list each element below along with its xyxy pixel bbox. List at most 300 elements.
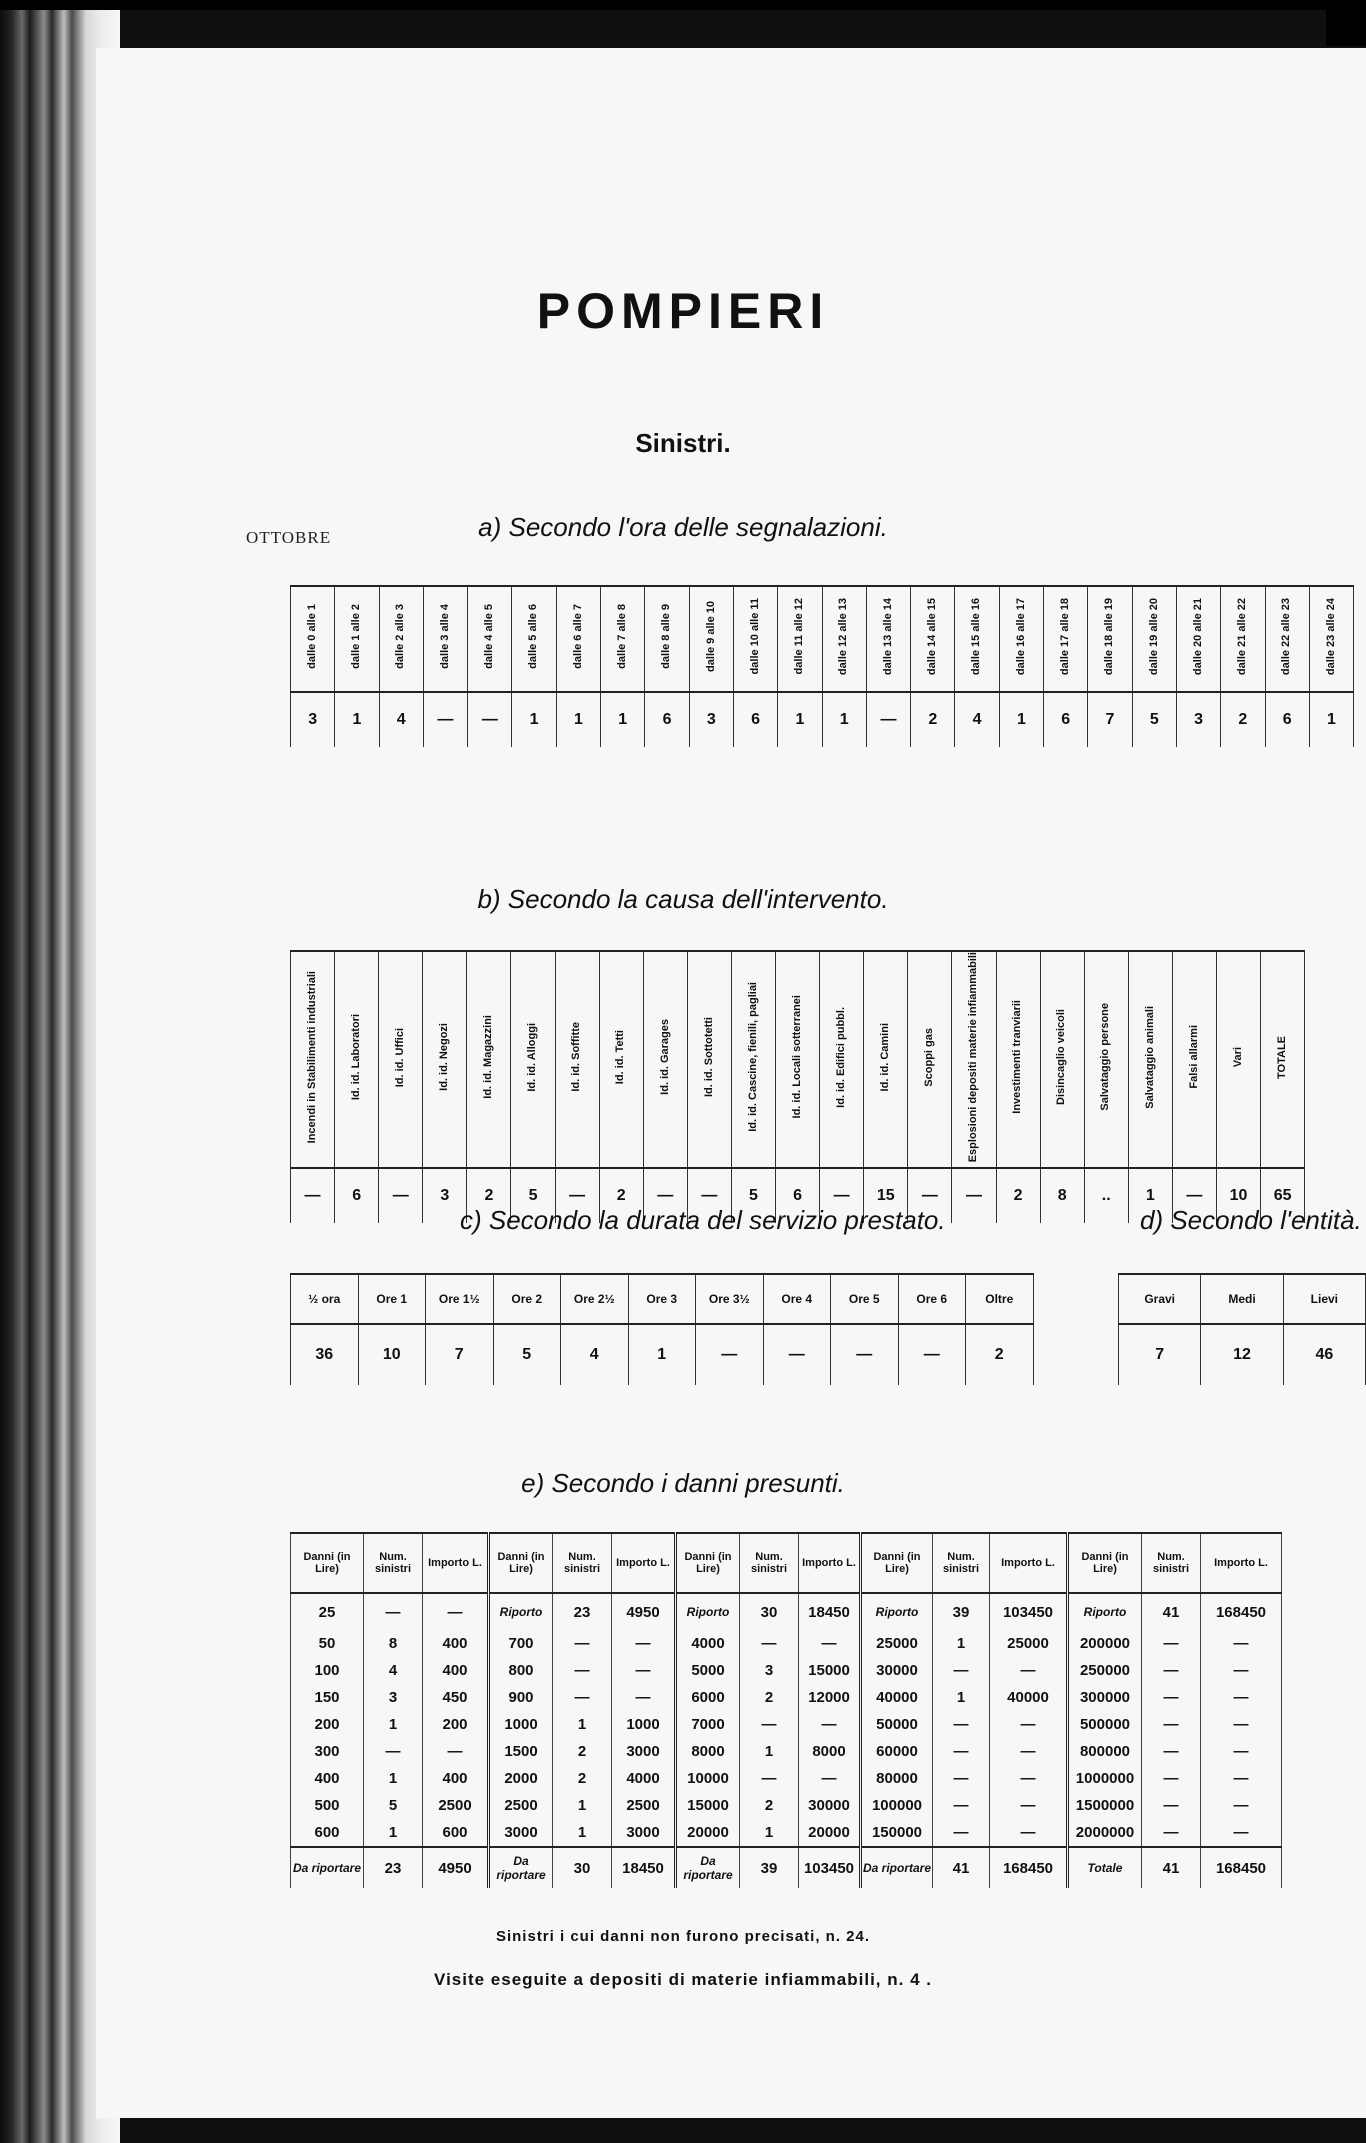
damages-cell: 50 bbox=[291, 1630, 364, 1657]
cause-header-label: Id. id. Laboratori bbox=[349, 1014, 362, 1101]
cause-header-cell bbox=[511, 951, 555, 1168]
hour-header-cell bbox=[911, 586, 955, 692]
damages-cell: — bbox=[933, 1792, 990, 1819]
damages-cell: — bbox=[1201, 1684, 1282, 1711]
hour-header-cell bbox=[955, 586, 999, 692]
damages-cell: 1 bbox=[364, 1765, 423, 1792]
damages-cell: 4 bbox=[364, 1657, 423, 1684]
damages-cell: — bbox=[990, 1657, 1068, 1684]
damages-total-cell: 41 bbox=[1142, 1847, 1201, 1888]
hour-value-cell: 3 bbox=[689, 692, 733, 747]
hour-header-label: dalle 19 alle 20 bbox=[1147, 597, 1160, 676]
hour-value-cell: 6 bbox=[733, 692, 777, 747]
hour-header-cell bbox=[556, 586, 600, 692]
damages-cell: — bbox=[933, 1711, 990, 1738]
damages-total-cell: Totale bbox=[1068, 1847, 1142, 1888]
damages-cell: — bbox=[933, 1819, 990, 1847]
damages-header-cell: Danni (in Lire) bbox=[1068, 1533, 1142, 1593]
damages-cell: 1 bbox=[553, 1792, 612, 1819]
hour-header-label: dalle 12 alle 13 bbox=[837, 597, 850, 676]
hour-header-cell bbox=[645, 586, 689, 692]
damages-cell: 250000 bbox=[1068, 1657, 1142, 1684]
damages-header-cell: Importo L. bbox=[423, 1533, 489, 1593]
hour-value-cell: 6 bbox=[645, 692, 689, 747]
cause-header-cell bbox=[1261, 951, 1305, 1168]
damages-cell: 400 bbox=[423, 1657, 489, 1684]
hour-value-cell: — bbox=[866, 692, 910, 747]
damages-cell: — bbox=[990, 1765, 1068, 1792]
hour-value-cell: 1 bbox=[512, 692, 556, 747]
cause-header-label: Id. id. Camini bbox=[878, 1022, 891, 1092]
damages-cell: 1000 bbox=[489, 1711, 553, 1738]
duration-value-cell: — bbox=[696, 1324, 764, 1385]
damages-cell: — bbox=[1201, 1792, 1282, 1819]
cause-header-label: Id. id. Magazzini bbox=[482, 1015, 495, 1099]
hour-header-label: dalle 9 alle 10 bbox=[704, 601, 717, 672]
cause-header-cell bbox=[864, 951, 908, 1168]
cause-header-cell bbox=[776, 951, 820, 1168]
severity-value-cell: 46 bbox=[1283, 1324, 1365, 1385]
section-d-title: d) Secondo l'entità. bbox=[1140, 1205, 1362, 1235]
duration-value-cell: 10 bbox=[358, 1324, 426, 1385]
damages-cell: 30000 bbox=[799, 1792, 861, 1819]
hour-header-label: dalle 22 alle 23 bbox=[1280, 597, 1293, 676]
damages-cell: 4000 bbox=[612, 1765, 676, 1792]
damages-cell: 40000 bbox=[990, 1684, 1068, 1711]
damages-cell: — bbox=[612, 1630, 676, 1657]
damages-cell: 80000 bbox=[861, 1765, 933, 1792]
damages-cell: 800000 bbox=[1068, 1738, 1142, 1765]
damages-cell: — bbox=[612, 1684, 676, 1711]
note-inspections: Visite eseguite a depositi di materie infiammabili, n. 4 . bbox=[434, 1970, 932, 1989]
damages-cell: 1 bbox=[740, 1738, 799, 1765]
damages-cell: 15000 bbox=[676, 1792, 740, 1819]
damages-cell: 30000 bbox=[861, 1657, 933, 1684]
damages-cell: 1 bbox=[364, 1711, 423, 1738]
damages-cell: — bbox=[799, 1765, 861, 1792]
hour-header-label: dalle 17 alle 18 bbox=[1058, 597, 1071, 676]
cause-header-cell bbox=[1128, 951, 1172, 1168]
damages-cell: — bbox=[1201, 1630, 1282, 1657]
damages-cell: — bbox=[1142, 1819, 1201, 1847]
hour-header-cell bbox=[291, 586, 335, 692]
severity-header-row bbox=[1119, 1274, 1366, 1324]
damages-cell: 150 bbox=[291, 1684, 364, 1711]
damages-cell: 41 bbox=[1142, 1593, 1201, 1630]
hour-value-cell: 4 bbox=[955, 692, 999, 747]
damages-cell: — bbox=[423, 1738, 489, 1765]
damages-cell: — bbox=[799, 1711, 861, 1738]
hour-value-cell: 2 bbox=[911, 692, 955, 747]
damages-cell: — bbox=[1142, 1630, 1201, 1657]
duration-header-cell: Ore 6 bbox=[898, 1274, 966, 1324]
damages-cell: — bbox=[933, 1657, 990, 1684]
damages-header-cell: Danni (in Lire) bbox=[291, 1533, 364, 1593]
damages-cell: — bbox=[364, 1593, 423, 1630]
cause-value-cell: 5 bbox=[511, 1168, 555, 1223]
damages-cell: 500 bbox=[291, 1792, 364, 1819]
damages-cell: Riporto bbox=[1068, 1593, 1142, 1630]
hour-header-cell bbox=[866, 586, 910, 692]
hour-header-label: dalle 6 alle 7 bbox=[571, 604, 584, 669]
damages-cell: 5 bbox=[364, 1792, 423, 1819]
cause-header-label: Id. id. Tetti bbox=[614, 1030, 627, 1085]
damages-cell: 25000 bbox=[990, 1630, 1068, 1657]
cause-header-label: Scoppi gas bbox=[923, 1027, 936, 1087]
damages-cell: 2500 bbox=[423, 1792, 489, 1819]
damages-row bbox=[291, 1792, 1282, 1819]
damages-cell: 3000 bbox=[489, 1819, 553, 1847]
damages-cell: — bbox=[799, 1630, 861, 1657]
hour-value-cell: 1 bbox=[1309, 692, 1353, 747]
damages-cell: — bbox=[1201, 1819, 1282, 1847]
damages-cell: 1 bbox=[553, 1711, 612, 1738]
damages-cell: — bbox=[1142, 1711, 1201, 1738]
damages-cell: — bbox=[1201, 1657, 1282, 1684]
cause-header-cell bbox=[820, 951, 864, 1168]
damages-cell: — bbox=[740, 1711, 799, 1738]
damages-cell: — bbox=[1142, 1792, 1201, 1819]
scan-top-edge bbox=[0, 0, 1366, 10]
damages-cell: 6000 bbox=[676, 1684, 740, 1711]
hour-header-label: dalle 1 alle 2 bbox=[350, 604, 363, 669]
cause-header-label: Salvataggio animali bbox=[1143, 1005, 1156, 1109]
damages-cell: 103450 bbox=[990, 1593, 1068, 1630]
damages-cell: 18450 bbox=[799, 1593, 861, 1630]
cause-value-cell: — bbox=[952, 1168, 996, 1223]
hour-value-cell: 3 bbox=[1176, 692, 1220, 747]
damages-cell: 2000000 bbox=[1068, 1819, 1142, 1847]
damages-cell: 4950 bbox=[612, 1593, 676, 1630]
hour-header-label: dalle 0 alle 1 bbox=[305, 604, 318, 669]
cause-value-cell: 6 bbox=[776, 1168, 820, 1223]
hour-value-cell: 1 bbox=[999, 692, 1043, 747]
cause-header-cell bbox=[643, 951, 687, 1168]
damages-cell: — bbox=[553, 1684, 612, 1711]
cause-header-cell bbox=[908, 951, 952, 1168]
hour-header-cell bbox=[999, 586, 1043, 692]
damages-table bbox=[290, 1532, 1282, 1888]
damages-row bbox=[291, 1765, 1282, 1792]
hour-value-cell: 5 bbox=[1132, 692, 1176, 747]
damages-header-row bbox=[291, 1533, 1282, 1593]
damages-cell: 300000 bbox=[1068, 1684, 1142, 1711]
cause-value-cell: 6 bbox=[335, 1168, 379, 1223]
damages-cell: — bbox=[1201, 1765, 1282, 1792]
damages-cell: — bbox=[933, 1765, 990, 1792]
damages-cell: — bbox=[990, 1819, 1068, 1847]
hour-value-cell: 3 bbox=[291, 692, 335, 747]
duration-value-cell: 36 bbox=[291, 1324, 359, 1385]
hour-header-label: dalle 7 alle 8 bbox=[615, 604, 628, 669]
duration-value-cell: 4 bbox=[561, 1324, 629, 1385]
cause-value-cell: 1 bbox=[1128, 1168, 1172, 1223]
damages-total-cell: Da riportare bbox=[291, 1847, 364, 1888]
damages-header-cell: Danni (in Lire) bbox=[861, 1533, 933, 1593]
damages-cell: 2 bbox=[553, 1765, 612, 1792]
duration-header-cell: Ore 3 bbox=[628, 1274, 696, 1324]
damages-cell: 1500 bbox=[489, 1738, 553, 1765]
damages-cell: 7000 bbox=[676, 1711, 740, 1738]
damages-cell: 3000 bbox=[612, 1819, 676, 1847]
damages-header-cell: Importo L. bbox=[1201, 1533, 1282, 1593]
damages-cell: 20000 bbox=[799, 1819, 861, 1847]
duration-header-cell: Ore 5 bbox=[831, 1274, 899, 1324]
damages-row bbox=[291, 1593, 1282, 1630]
hour-header-cell bbox=[601, 586, 645, 692]
cause-value-cell: 2 bbox=[467, 1168, 511, 1223]
damages-cell: 20000 bbox=[676, 1819, 740, 1847]
duration-header-row bbox=[291, 1274, 1034, 1324]
cause-header-label: Id. id. Alloggi bbox=[526, 1022, 539, 1092]
hour-value-cell: 1 bbox=[778, 692, 822, 747]
damages-cell: 200 bbox=[291, 1711, 364, 1738]
hour-header-cell bbox=[1088, 586, 1132, 692]
cause-header-label: Salvataggio persone bbox=[1099, 1003, 1112, 1111]
hour-header-label: dalle 2 alle 3 bbox=[394, 604, 407, 669]
damages-cell: 12000 bbox=[799, 1684, 861, 1711]
cause-header-label: Incendi in Stabilimenti industriali bbox=[305, 970, 318, 1144]
hour-header-cell bbox=[689, 586, 733, 692]
hour-value-cell: 6 bbox=[1265, 692, 1309, 747]
damages-cell: 168450 bbox=[1201, 1593, 1282, 1630]
damages-cell: 800 bbox=[489, 1657, 553, 1684]
hour-value-cell: 4 bbox=[379, 692, 423, 747]
severity-table bbox=[1118, 1273, 1366, 1385]
duration-value-cell: — bbox=[763, 1324, 831, 1385]
damages-cell: 1 bbox=[364, 1819, 423, 1847]
damages-cell: 1 bbox=[933, 1630, 990, 1657]
severity-value-cell: 12 bbox=[1201, 1324, 1283, 1385]
damages-total-cell: 4950 bbox=[423, 1847, 489, 1888]
cause-header-label: Id. id. Uffici bbox=[393, 1027, 406, 1087]
cause-header-cell bbox=[687, 951, 731, 1168]
cause-value-cell: .. bbox=[1084, 1168, 1128, 1223]
hour-header-cell bbox=[423, 586, 467, 692]
hour-header-cell bbox=[512, 586, 556, 692]
damages-total-cell: 41 bbox=[933, 1847, 990, 1888]
hour-value-cell: — bbox=[468, 692, 512, 747]
damages-header-cell: Danni (in Lire) bbox=[489, 1533, 553, 1593]
hour-header-label: dalle 5 alle 6 bbox=[527, 604, 540, 669]
damages-cell: — bbox=[740, 1630, 799, 1657]
damages-cell: 60000 bbox=[861, 1738, 933, 1765]
cause-value-cell: — bbox=[908, 1168, 952, 1223]
hour-value-cell: 1 bbox=[556, 692, 600, 747]
note-unspecified-damages: Sinistri i cui danni non furono precisati, n. 24. bbox=[495, 1928, 871, 1945]
damages-cell: Riporto bbox=[861, 1593, 933, 1630]
damages-header-cell: Danni (in Lire) bbox=[676, 1533, 740, 1593]
cause-value-cell: — bbox=[1172, 1168, 1216, 1223]
cause-header-cell bbox=[335, 951, 379, 1168]
cause-header-cell bbox=[1084, 951, 1128, 1168]
damages-cell: 1000000 bbox=[1068, 1765, 1142, 1792]
damages-cell: 2 bbox=[553, 1738, 612, 1765]
damages-total-cell: 18450 bbox=[612, 1847, 676, 1888]
hour-value-cell: 6 bbox=[1044, 692, 1088, 747]
damages-cell: 3 bbox=[740, 1657, 799, 1684]
damages-total-cell: 103450 bbox=[799, 1847, 861, 1888]
duration-table bbox=[290, 1273, 1034, 1385]
duration-header-cell: Oltre bbox=[966, 1274, 1034, 1324]
damages-cell: 25000 bbox=[861, 1630, 933, 1657]
damages-row bbox=[291, 1684, 1282, 1711]
cause-header-label: Investimenti tranviarii bbox=[1011, 1000, 1024, 1114]
damages-cell: 1 bbox=[553, 1819, 612, 1847]
duration-header-cell: Ore 3½ bbox=[696, 1274, 764, 1324]
cause-table bbox=[290, 950, 1305, 1223]
damages-total-cell: 30 bbox=[553, 1847, 612, 1888]
damages-total-cell: 39 bbox=[740, 1847, 799, 1888]
damages-cell: 300 bbox=[291, 1738, 364, 1765]
damages-cell: — bbox=[990, 1711, 1068, 1738]
cause-header-cell bbox=[1216, 951, 1260, 1168]
damages-cell: 700 bbox=[489, 1630, 553, 1657]
hour-header-label: dalle 14 alle 15 bbox=[926, 597, 939, 676]
duration-header-cell: Ore 1½ bbox=[426, 1274, 494, 1324]
damages-cell: — bbox=[933, 1738, 990, 1765]
damages-cell: 600 bbox=[423, 1819, 489, 1847]
month-label: OTTOBRE bbox=[246, 528, 332, 547]
section-e-title: e) Secondo i danni presunti. bbox=[521, 1468, 845, 1498]
duration-header-cell: Ore 4 bbox=[763, 1274, 831, 1324]
damages-cell: 900 bbox=[489, 1684, 553, 1711]
cause-header-label: Id. id. Soffitte bbox=[570, 1022, 583, 1092]
damages-cell: 600 bbox=[291, 1819, 364, 1847]
cause-header-cell bbox=[379, 951, 423, 1168]
hour-header-cell bbox=[1309, 586, 1353, 692]
damages-cell: — bbox=[1201, 1738, 1282, 1765]
damages-cell: 2000 bbox=[489, 1765, 553, 1792]
damages-header-cell: Importo L. bbox=[990, 1533, 1068, 1593]
hour-header-cell bbox=[1265, 586, 1309, 692]
damages-cell: 30 bbox=[740, 1593, 799, 1630]
damages-cell: 8000 bbox=[799, 1738, 861, 1765]
severity-value-cell: 7 bbox=[1119, 1324, 1201, 1385]
damages-cell: 150000 bbox=[861, 1819, 933, 1847]
damages-cell: 500000 bbox=[1068, 1711, 1142, 1738]
cause-value-cell: 10 bbox=[1216, 1168, 1260, 1223]
hour-header-label: dalle 10 alle 11 bbox=[748, 598, 761, 675]
damages-cell: 3 bbox=[364, 1684, 423, 1711]
damages-cell: 10000 bbox=[676, 1765, 740, 1792]
hour-header-label: dalle 16 alle 17 bbox=[1014, 597, 1027, 676]
duration-value-cell: 5 bbox=[493, 1324, 561, 1385]
damages-cell: — bbox=[990, 1738, 1068, 1765]
hour-header-cell bbox=[1132, 586, 1176, 692]
page-title: POMPIERI bbox=[536, 283, 830, 339]
damages-header-cell: Importo L. bbox=[612, 1533, 676, 1593]
damages-cell: — bbox=[1142, 1684, 1201, 1711]
damages-total-cell: Da riportare bbox=[861, 1847, 933, 1888]
duration-value-cell: — bbox=[898, 1324, 966, 1385]
hour-value-cell: 1 bbox=[601, 692, 645, 747]
cause-header-label: TOTALE bbox=[1275, 1035, 1288, 1079]
cause-header-label: Disincaglio veicoli bbox=[1055, 1009, 1068, 1106]
hourly-table bbox=[290, 585, 1354, 747]
damages-cell: 25 bbox=[291, 1593, 364, 1630]
cause-header-cell bbox=[1040, 951, 1084, 1168]
damages-cell: 4000 bbox=[676, 1630, 740, 1657]
hour-header-cell bbox=[335, 586, 379, 692]
section-a-title: a) Secondo l'ora delle segnalazioni. bbox=[478, 512, 888, 542]
hour-header-cell bbox=[778, 586, 822, 692]
hour-header-cell bbox=[379, 586, 423, 692]
damages-cell: 39 bbox=[933, 1593, 990, 1630]
damages-cell: 8000 bbox=[676, 1738, 740, 1765]
hour-header-cell bbox=[468, 586, 512, 692]
damages-cell: — bbox=[1142, 1657, 1201, 1684]
duration-value-cell: 2 bbox=[966, 1324, 1034, 1385]
cause-value-cell: — bbox=[291, 1168, 335, 1223]
cause-header-label: Id. id. Negozi bbox=[438, 1023, 451, 1092]
damages-cell: 100 bbox=[291, 1657, 364, 1684]
damages-header-cell: Num. sinistri bbox=[740, 1533, 799, 1593]
cause-header-label: Id. id. Locali sotterranei bbox=[790, 995, 803, 1119]
damages-total-cell: 168450 bbox=[990, 1847, 1068, 1888]
damages-cell: 400 bbox=[423, 1630, 489, 1657]
damages-cell: 2 bbox=[740, 1792, 799, 1819]
duration-header-cell: ½ ora bbox=[291, 1274, 359, 1324]
damages-cell: 1000 bbox=[612, 1711, 676, 1738]
duration-header-cell: Ore 2 bbox=[493, 1274, 561, 1324]
hour-value-cell: 2 bbox=[1221, 692, 1265, 747]
hour-header-cell bbox=[822, 586, 866, 692]
damages-cell: 400 bbox=[291, 1765, 364, 1792]
damages-cell: 40000 bbox=[861, 1684, 933, 1711]
cause-header-cell bbox=[555, 951, 599, 1168]
damages-cell: 200000 bbox=[1068, 1630, 1142, 1657]
hour-header-label: dalle 11 alle 12 bbox=[793, 598, 806, 675]
cause-value-cell: 65 bbox=[1261, 1168, 1305, 1223]
damages-header-cell: Num. sinistri bbox=[364, 1533, 423, 1593]
cause-value-cell: 3 bbox=[423, 1168, 467, 1223]
hour-value-cell: — bbox=[423, 692, 467, 747]
cause-value-cell: — bbox=[820, 1168, 864, 1223]
cause-header-cell bbox=[1172, 951, 1216, 1168]
cause-value-cell: — bbox=[379, 1168, 423, 1223]
damages-cell: — bbox=[990, 1792, 1068, 1819]
severity-header-cell: Lievi bbox=[1283, 1274, 1365, 1324]
damages-cell: 200 bbox=[423, 1711, 489, 1738]
cause-header-cell bbox=[423, 951, 467, 1168]
damages-total-row bbox=[291, 1847, 1282, 1888]
damages-cell: — bbox=[1201, 1711, 1282, 1738]
cause-value-cell: — bbox=[687, 1168, 731, 1223]
damages-header-cell: Importo L. bbox=[799, 1533, 861, 1593]
damages-header-cell: Num. sinistri bbox=[553, 1533, 612, 1593]
damages-cell: — bbox=[1142, 1765, 1201, 1792]
damages-total-cell: 168450 bbox=[1201, 1847, 1282, 1888]
damages-cell: 15000 bbox=[799, 1657, 861, 1684]
hour-header-cell bbox=[733, 586, 777, 692]
hour-header-label: dalle 3 alle 4 bbox=[438, 604, 451, 669]
cause-value-cell: — bbox=[555, 1168, 599, 1223]
section-b-title: b) Secondo la causa dell'intervento. bbox=[477, 884, 889, 914]
damages-header-cell: Num. sinistri bbox=[1142, 1533, 1201, 1593]
scan-corner bbox=[1326, 0, 1366, 46]
damages-row bbox=[291, 1657, 1282, 1684]
hour-value-cell: 7 bbox=[1088, 692, 1132, 747]
damages-total-cell: Da riportare bbox=[676, 1847, 740, 1888]
damages-total-cell: 23 bbox=[364, 1847, 423, 1888]
damages-cell: 400 bbox=[423, 1765, 489, 1792]
hour-header-label: dalle 23 alle 24 bbox=[1324, 597, 1337, 676]
damages-cell: — bbox=[740, 1765, 799, 1792]
hour-header-label: dalle 18 alle 19 bbox=[1103, 597, 1116, 676]
cause-value-cell: 2 bbox=[996, 1168, 1040, 1223]
cause-header-cell bbox=[291, 951, 335, 1168]
